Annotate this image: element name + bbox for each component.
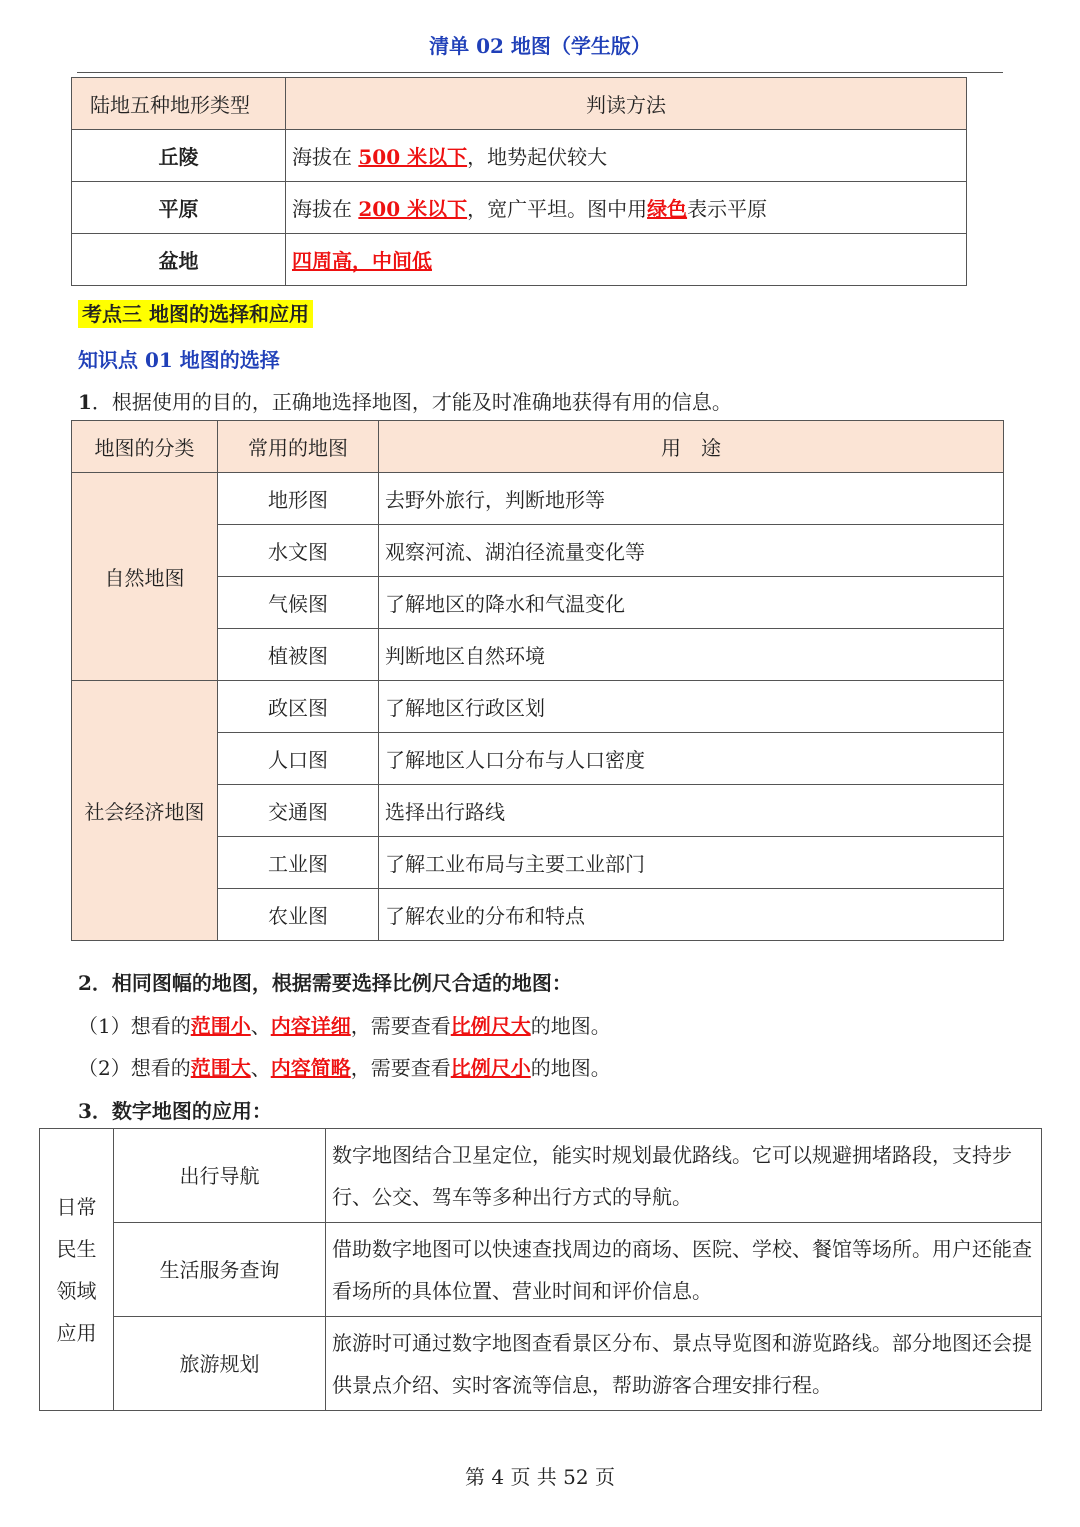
text-span: 海拔在 bbox=[292, 145, 359, 169]
item2-title: 2．相同图幅的地图，根据需要选择比例尺合适的地图： bbox=[78, 971, 572, 995]
category-char: 日常 bbox=[56, 1194, 97, 1219]
table-row bbox=[72, 473, 1004, 525]
highlighted-keyword: 内容详细 bbox=[270, 1014, 351, 1038]
text-span: （1）想看的 bbox=[78, 1014, 191, 1038]
item1-text: 1．根据使用的目的，正确地选择地图，才能及时准确地获得有用的信息。 bbox=[78, 390, 732, 414]
map-usage: 了解农业的分布和特点 bbox=[379, 889, 1004, 941]
text-span: 、 bbox=[250, 1014, 271, 1038]
category-char: 领域 bbox=[56, 1278, 97, 1303]
item3-title: 3．数字地图的应用： bbox=[78, 1099, 272, 1123]
map-name: 气候图 bbox=[218, 577, 379, 629]
highlighted-keyword: 比例尺小 bbox=[450, 1056, 531, 1080]
table-row bbox=[72, 182, 967, 234]
highlighted-keyword: 绿色 bbox=[647, 197, 688, 221]
map-type-table bbox=[71, 420, 1004, 941]
text-span: 、 bbox=[250, 1056, 271, 1080]
text-span: 表示平原 bbox=[687, 197, 768, 221]
header-divider bbox=[77, 72, 1003, 73]
page-title: 清单 02 地图（学生版） bbox=[429, 34, 651, 58]
text-span: ，地势起伏较大 bbox=[467, 145, 608, 169]
map-usage: 观察河流、湖泊径流量变化等 bbox=[379, 525, 1004, 577]
landform-description bbox=[286, 182, 967, 234]
category-char: 应用 bbox=[56, 1320, 97, 1345]
highlighted-keyword: 内容简略 bbox=[270, 1056, 351, 1080]
highlighted-keyword: 范围大 bbox=[190, 1056, 251, 1080]
header-cell: 用 途 bbox=[379, 421, 1004, 473]
landform-name: 盆地 bbox=[72, 234, 286, 286]
text-span: ，宽广平坦。图中用 bbox=[467, 197, 648, 221]
map-name: 工业图 bbox=[218, 837, 379, 889]
header-cell: 判读方法 bbox=[286, 78, 967, 130]
highlighted-keyword: 500 米以下 bbox=[358, 145, 468, 169]
landform-name: 平原 bbox=[72, 182, 286, 234]
text-span: ，需要查看 bbox=[350, 1014, 451, 1038]
map-name: 植被图 bbox=[218, 629, 379, 681]
map-usage: 选择出行路线 bbox=[379, 785, 1004, 837]
map-name: 交通图 bbox=[218, 785, 379, 837]
page-footer: 第 4 页 共 52 页 bbox=[465, 1465, 615, 1489]
map-usage: 了解地区人口分布与人口密度 bbox=[379, 733, 1004, 785]
landform-description bbox=[286, 234, 967, 286]
application-description: 旅游时可通过数字地图查看景区分布、景点导览图和游览路线。部分地图还会提供景点介绍、实时客流等信息，帮助游客合理安排行程。 bbox=[326, 1317, 1042, 1411]
table-row bbox=[40, 1317, 1042, 1411]
map-usage: 判断地区自然环境 bbox=[379, 629, 1004, 681]
zhishidian-heading: 知识点 01 地图的选择 bbox=[78, 348, 280, 372]
map-name: 水文图 bbox=[218, 525, 379, 577]
highlighted-keyword: 比例尺大 bbox=[450, 1014, 531, 1038]
application-name: 生活服务查询 bbox=[114, 1223, 326, 1317]
digital-map-table bbox=[39, 1128, 1042, 1411]
text-span: ，需要查看 bbox=[350, 1056, 451, 1080]
map-usage: 了解地区的降水和气温变化 bbox=[379, 577, 1004, 629]
landform-name: 丘陵 bbox=[72, 130, 286, 182]
map-usage: 去野外旅行，判断地形等 bbox=[379, 473, 1004, 525]
text-span: 的地图。 bbox=[530, 1056, 611, 1080]
application-category bbox=[40, 1129, 114, 1411]
highlighted-keyword: 范围小 bbox=[190, 1014, 251, 1038]
text-span: 的地图。 bbox=[530, 1014, 611, 1038]
application-description: 借助数字地图可以快速查找周边的商场、医院、学校、餐馆等场所。用户还能查看场所的具体位置、营业时间和评价信息。 bbox=[326, 1223, 1042, 1317]
highlighted-keyword: 200 米以下 bbox=[358, 197, 468, 221]
table-row bbox=[72, 681, 1004, 733]
header-cell: 地图的分类 bbox=[72, 421, 218, 473]
map-name: 人口图 bbox=[218, 733, 379, 785]
map-name: 地形图 bbox=[218, 473, 379, 525]
map-category: 社会经济地图 bbox=[72, 681, 218, 941]
map-usage: 了解工业布局与主要工业部门 bbox=[379, 837, 1004, 889]
landform-description bbox=[286, 130, 967, 182]
map-name: 政区图 bbox=[218, 681, 379, 733]
header-cell: 陆地五种地形类型 bbox=[72, 78, 286, 130]
text-span: （2）想看的 bbox=[78, 1056, 191, 1080]
highlighted-keyword: 四周高，中间低 bbox=[292, 249, 432, 273]
map-name: 农业图 bbox=[218, 889, 379, 941]
table-row bbox=[72, 130, 967, 182]
table-row bbox=[72, 234, 967, 286]
table-row bbox=[40, 1129, 1042, 1223]
item2-line2 bbox=[78, 1052, 611, 1081]
text-span: 海拔在 bbox=[292, 197, 359, 221]
application-description: 数字地图结合卫星定位，能实时规划最优路线。它可以规避拥堵路段，支持步行、公交、驾车等多种出行方式的导航。 bbox=[326, 1129, 1042, 1223]
category-char: 民生 bbox=[56, 1236, 97, 1261]
item2-line1 bbox=[78, 1010, 611, 1039]
kaodian-heading: 考点三 地图的选择和应用 bbox=[78, 298, 313, 327]
application-name: 旅游规划 bbox=[114, 1317, 326, 1411]
table-header-row bbox=[72, 78, 967, 130]
table-header-row bbox=[72, 421, 1004, 473]
map-category: 自然地图 bbox=[72, 473, 218, 681]
table-row bbox=[40, 1223, 1042, 1317]
landform-table bbox=[71, 77, 967, 286]
map-usage: 了解地区行政区划 bbox=[379, 681, 1004, 733]
application-name: 出行导航 bbox=[114, 1129, 326, 1223]
header-cell: 常用的地图 bbox=[218, 421, 379, 473]
